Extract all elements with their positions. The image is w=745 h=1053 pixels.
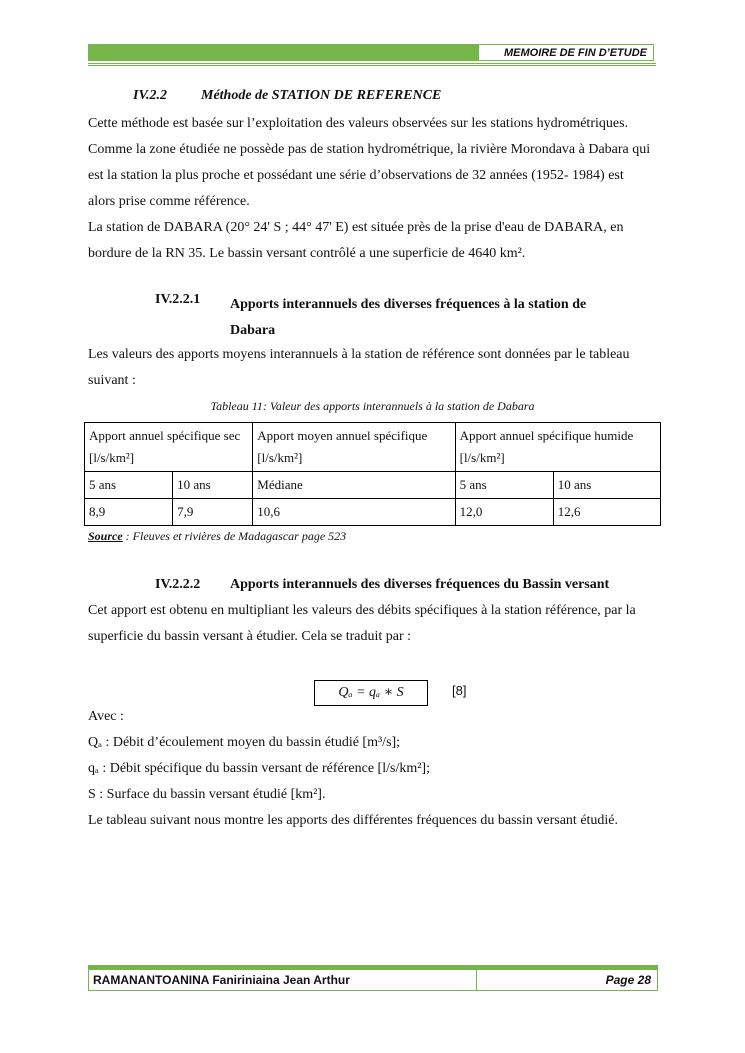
paragraph-table-intro: Les valeurs des apports moyens interannuels à la station de référence sont données par le tableau suivant :	[88, 347, 630, 388]
table-header-cell: Apport moyen annuel spécifique [l/s/km²]	[253, 423, 455, 472]
footer-page-number: Page 28	[476, 969, 658, 991]
section-heading-iv-2-2	[133, 88, 442, 104]
table-subheader-row	[85, 472, 661, 499]
header-rule	[88, 63, 656, 66]
footer-author: RAMANANTOANINA Faniriniaina Jean Arthur	[88, 969, 476, 991]
subsection-title: Apports interannuels des diverses fréquences du Bassin versant	[230, 577, 610, 592]
paragraph-method: Cette méthode est basée sur l’exploitation des valeurs observées sur les stations hydrométriques. Comme la zone étudiée ne possède pas de station hydrométrique, la rivière Morondava à Dabara qui est la station la plus proche et possédant une série d’observations de 32 années (1952- 1984) est alors prise comme référence.	[88, 116, 651, 209]
table-cell: 10 ans	[553, 472, 660, 499]
subsection-title-line1: Apports interannuels des diverses fréquences à la station de	[230, 297, 587, 312]
subsection-title-line2: Dabara	[230, 323, 276, 338]
table-cell: 12,0	[455, 499, 553, 526]
header-bar	[88, 44, 478, 61]
table-header-row	[85, 423, 661, 472]
table-cell: 10 ans	[173, 472, 253, 499]
subsection-title	[230, 292, 650, 344]
section-number: IV.2.2	[133, 88, 167, 103]
table-cell: 7,9	[173, 499, 253, 526]
definition-S: S : Surface du bassin versant étudié [km²].	[88, 787, 326, 802]
formula-reference: [8]	[452, 683, 467, 698]
page-footer	[88, 965, 658, 992]
subsection-number: IV.2.2.2	[155, 577, 201, 592]
table-header-cell: Apport annuel spécifique humide [l/s/km²]	[455, 423, 660, 472]
avec-label: Avec :	[88, 709, 124, 724]
subsection-number: IV.2.2.1	[155, 292, 201, 307]
definition-Qa: Qₐ : Débit d’écoulement moyen du bassin étudié [m³/s];	[88, 735, 401, 750]
page-header	[88, 44, 656, 66]
source-text: : Fleuves et rivières de Madagascar page 523	[122, 529, 347, 543]
table-cell: Médiane	[253, 472, 455, 499]
table-header-cell: Apport annuel spécifique sec [l/s/km²]	[85, 423, 253, 472]
paragraph-station: La station de DABARA (20° 24' S ; 44° 47' E) est située près de la prise d'eau de DABARA, en bordure de la RN 35. Le bassin versant contrôlé a une superficie de 4640 km².	[88, 220, 624, 261]
table-cell: 12,6	[553, 499, 660, 526]
table-cell: 10,6	[253, 499, 455, 526]
source-label: Source	[88, 529, 123, 543]
section-title: Méthode de STATION DE REFERENCE	[201, 88, 442, 103]
formula-box: Qₐ = qₐ ∗ S	[314, 680, 428, 706]
table-cell: 5 ans	[455, 472, 553, 499]
header-title: MEMOIRE DE FIN D’ETUDE	[478, 44, 654, 61]
table-caption: Tableau 11: Valeur des apports interannuels à la station de Dabara	[210, 399, 535, 413]
table-source	[88, 529, 346, 544]
table-row	[85, 499, 661, 526]
paragraph-closing: Le tableau suivant nous montre les apports des différentes fréquences du bassin versant étudié.	[88, 813, 619, 828]
apports-table	[84, 422, 661, 526]
table-cell: 8,9	[85, 499, 173, 526]
paragraph-bassin: Cet apport est obtenu en multipliant les valeurs des débits spécifiques à la station référence, par la superficie du bassin versant à étudier. Cela se traduit par :	[88, 603, 636, 644]
table-cell: 5 ans	[85, 472, 173, 499]
definition-qa: qₐ : Débit spécifique du bassin versant de référence [l/s/km²];	[88, 761, 430, 776]
